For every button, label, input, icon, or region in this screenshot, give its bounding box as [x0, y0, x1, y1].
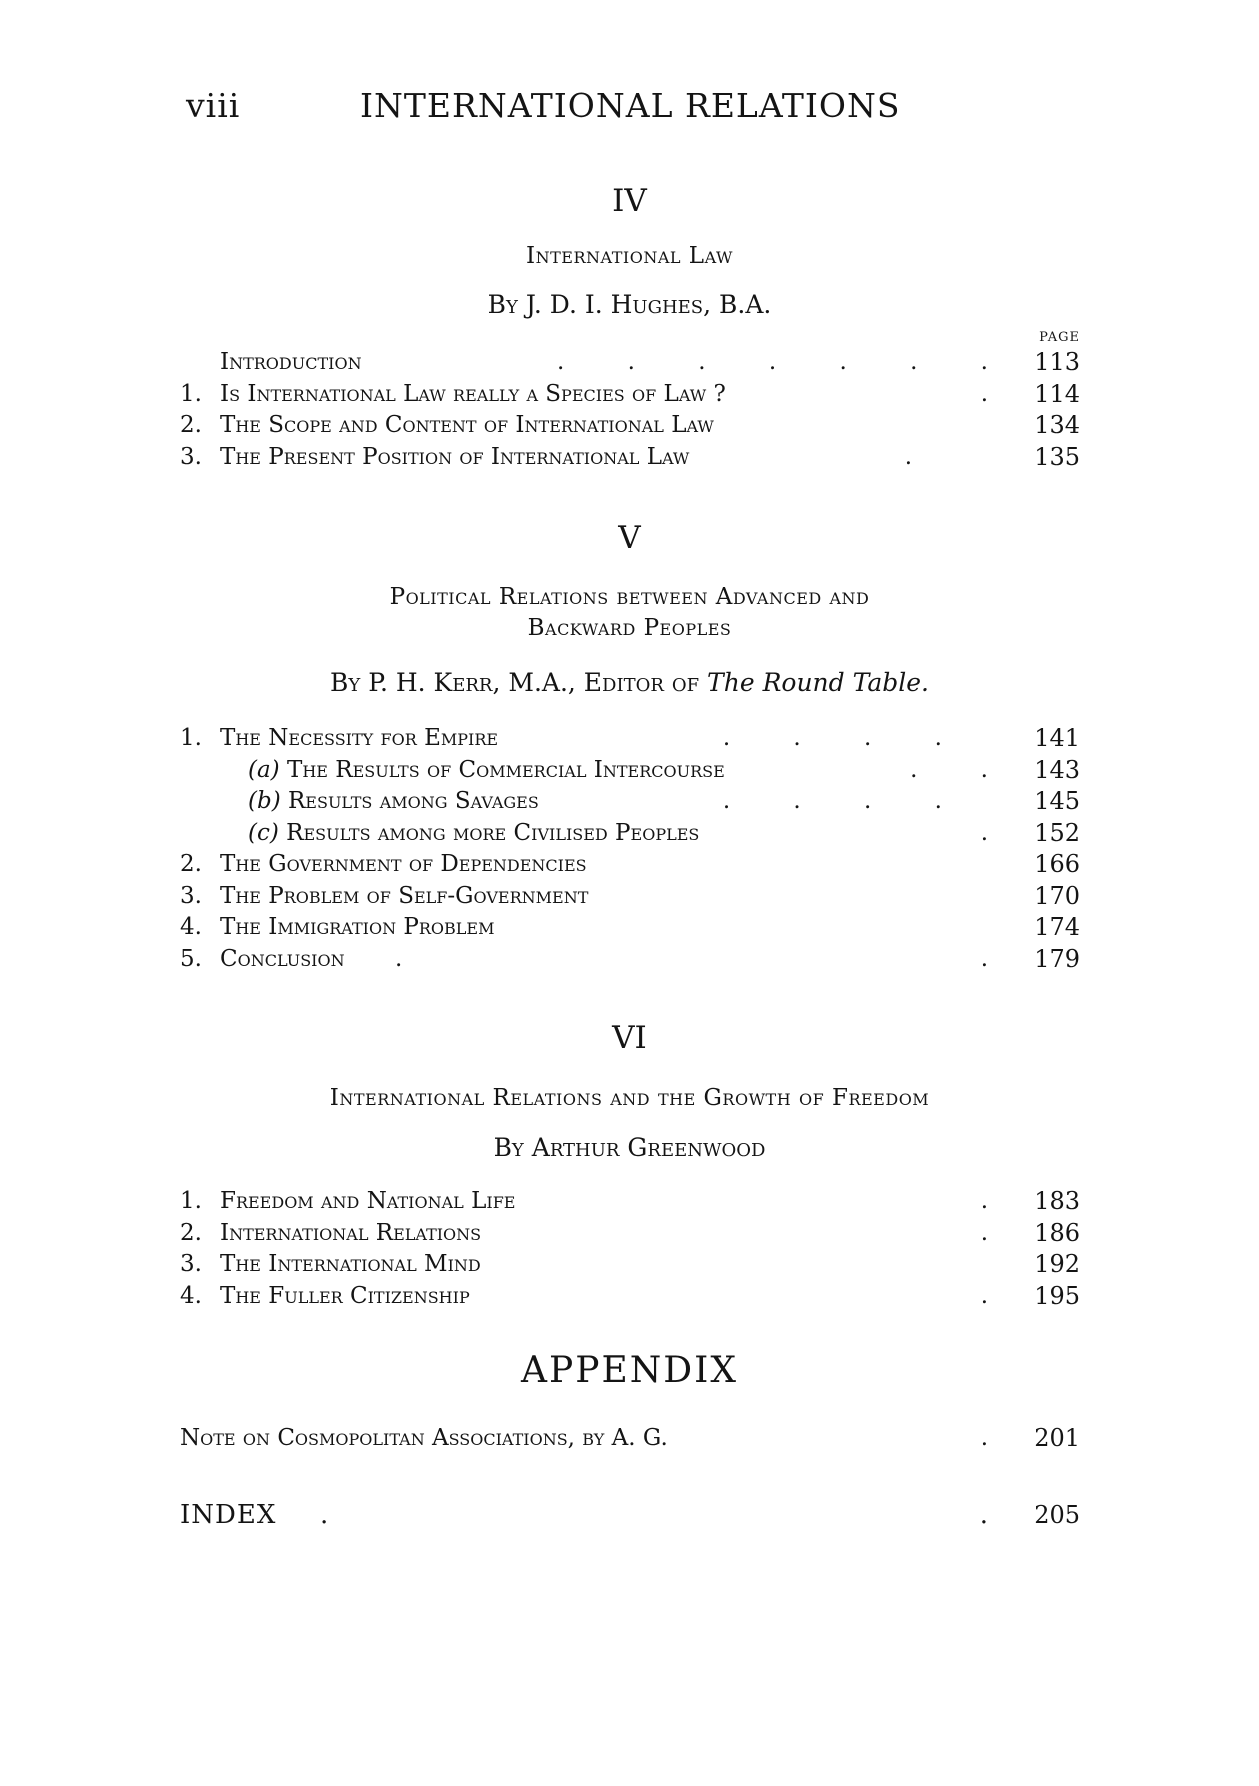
toc-entry — [180, 755, 1080, 787]
section-byline: By J. D. I. Hughes, B.A. — [487, 290, 772, 319]
dot-leader: . . . . . . . — [556, 349, 1016, 375]
entry-number: 2. — [180, 851, 202, 877]
entry-label: INDEX — [180, 1500, 277, 1530]
entry-page: 143 — [1034, 755, 1080, 784]
entry-label: Is International Law really a Species of Law ? — [220, 380, 726, 407]
entry-label: Note on Cosmopolitan Associations, by A. G. — [180, 1425, 668, 1451]
entry-page: 179 — [1034, 944, 1080, 973]
toc-list — [180, 723, 1080, 975]
entry-page: 205 — [1034, 1501, 1080, 1529]
section-title: International Law — [526, 243, 733, 269]
section-numeral: IV — [612, 183, 647, 219]
toc-entry — [180, 410, 1080, 442]
entry-label: The Necessity for Empire — [220, 725, 499, 751]
toc-entry — [180, 347, 1080, 379]
entry-page: 170 — [1034, 881, 1080, 910]
toc-entry — [180, 881, 1080, 913]
entry-subletter: (b) — [248, 788, 281, 814]
entry-page: 201 — [1034, 1424, 1080, 1452]
dot-leader: . — [904, 443, 940, 470]
entry-label: The Problem of Self-Government — [220, 882, 589, 909]
section-byline: By Arthur Greenwood — [493, 1133, 766, 1162]
dot-leader: . — [979, 1500, 1016, 1530]
entry-label: Conclusion — [220, 945, 345, 972]
dot-leader: . — [980, 819, 1016, 846]
toc-list — [180, 347, 1080, 473]
running-header — [0, 86, 1259, 126]
toc-entry — [180, 912, 1080, 944]
dot-leader: . — [980, 1188, 1016, 1214]
entry-label: The Present Position of International Law — [220, 443, 690, 470]
entry-page: 113 — [1034, 348, 1080, 376]
dot-leader: . — [395, 945, 431, 972]
dot-leader: . . . . — [722, 725, 970, 751]
entry-label — [248, 786, 539, 818]
toc-entry — [180, 1423, 1080, 1455]
entry-number: 1. — [180, 1188, 202, 1214]
entry-subletter: (a) — [248, 756, 280, 783]
entry-label: The Fuller Citizenship — [220, 1282, 470, 1309]
entry-number: 3. — [180, 1251, 202, 1277]
toc-entry — [180, 1249, 1080, 1281]
entry-page: 195 — [1034, 1281, 1080, 1310]
section-title-line2: Backward Peoples — [527, 615, 732, 641]
section-title-line1: Political Relations between Advanced and — [389, 584, 870, 610]
toc-entry — [180, 1281, 1080, 1313]
entry-page: 192 — [1034, 1250, 1080, 1278]
entry-label: The Immigration Problem — [220, 914, 495, 940]
entry-label: Introduction — [220, 349, 362, 375]
dot-leader: . — [980, 1219, 1016, 1246]
entry-label-text: The Results of Commercial Intercourse — [286, 756, 725, 783]
entry-label: The Government of Dependencies — [220, 851, 587, 877]
entry-number: 4. — [180, 1282, 202, 1309]
toc-entry — [180, 379, 1080, 411]
entry-page: 145 — [1034, 787, 1080, 815]
entry-label: The International Mind — [220, 1251, 481, 1277]
entry-label: Freedom and National Life — [220, 1188, 516, 1214]
entry-page: 183 — [1034, 1187, 1080, 1215]
dot-leader: . — [980, 380, 1016, 407]
entry-page: 114 — [1034, 379, 1080, 408]
toc-entry — [180, 849, 1080, 881]
entry-number: 3. — [180, 882, 202, 909]
section-numeral: VI — [612, 1020, 647, 1056]
entry-label-text: Results among Savages — [287, 788, 539, 814]
page-column-label: PAGE — [1039, 330, 1080, 345]
entry-page: 166 — [1034, 850, 1080, 878]
entry-number: 1. — [180, 380, 202, 407]
toc-entry — [180, 818, 1080, 850]
entry-page: 134 — [1034, 411, 1080, 439]
dot-leader: . . . . — [722, 788, 970, 814]
page-number: viii — [186, 86, 241, 125]
entry-label: The Scope and Content of International Law — [220, 412, 714, 438]
section-numeral: V — [618, 520, 641, 556]
running-title: INTERNATIONAL RELATIONS — [360, 86, 901, 125]
entry-page: 174 — [1034, 913, 1080, 941]
toc-entry — [180, 786, 1080, 818]
entry-number: 2. — [180, 412, 202, 438]
entry-page: 135 — [1034, 442, 1080, 471]
entry-number: 3. — [180, 443, 202, 470]
entry-number: 5. — [180, 945, 202, 972]
toc-list — [180, 1186, 1080, 1312]
entry-page: 186 — [1034, 1218, 1080, 1247]
dot-leader: . — [980, 1282, 1016, 1309]
entry-number: 4. — [180, 914, 202, 940]
entry-number: 2. — [180, 1219, 202, 1246]
dot-leader: . — [980, 1425, 1016, 1451]
toc-entry — [180, 442, 1080, 474]
entry-subletter: (c) — [248, 819, 279, 846]
entry-page: 152 — [1034, 818, 1080, 847]
appendix-heading: APPENDIX — [521, 1350, 738, 1391]
dot-leader: . — [980, 945, 1016, 972]
appendix-list — [180, 1423, 1080, 1455]
entry-number: 1. — [180, 725, 202, 751]
toc-entry — [180, 723, 1080, 755]
dot-leader: . . — [910, 756, 1016, 783]
toc-entry — [180, 1500, 1080, 1532]
dot-leader: . — [320, 1500, 357, 1530]
section-byline — [0, 668, 1259, 697]
section-title: International Relations and the Growth of Freedom — [329, 1085, 930, 1111]
byline-text: By P. H. Kerr, M.A., Editor of — [330, 668, 708, 697]
entry-label — [248, 755, 725, 787]
entry-label-text: Results among more Civilised Peoples — [286, 819, 700, 846]
entry-label: International Relations — [220, 1219, 482, 1246]
index-list — [180, 1500, 1080, 1532]
toc-entry — [180, 1186, 1080, 1218]
toc-entry — [180, 944, 1080, 976]
publication-title: The Round Table. — [707, 668, 929, 697]
toc-entry — [180, 1218, 1080, 1250]
entry-label — [248, 818, 699, 850]
entry-page: 141 — [1034, 724, 1080, 752]
